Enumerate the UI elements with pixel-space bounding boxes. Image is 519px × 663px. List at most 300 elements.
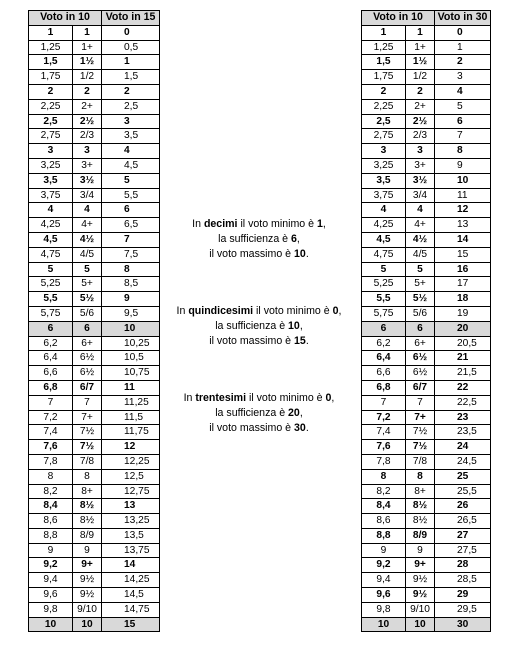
decimal-cell: 6 xyxy=(29,321,73,336)
decimal-cell: 3,25 xyxy=(362,158,406,173)
decimal-cell: 4 xyxy=(29,203,73,218)
table-row xyxy=(362,617,491,632)
converted-cell: 5 xyxy=(102,173,160,188)
table-row xyxy=(362,543,491,558)
traditional-cell: 4+ xyxy=(73,218,102,233)
converted-cell: 20 xyxy=(435,321,491,336)
converted-cell: 13 xyxy=(102,499,160,514)
traditional-cell: 4/5 xyxy=(406,247,435,262)
table-row xyxy=(362,410,491,425)
table-row xyxy=(362,395,491,410)
decimal-cell: 6,8 xyxy=(29,380,73,395)
decimal-cell: 6,2 xyxy=(29,336,73,351)
traditional-cell: 1 xyxy=(73,25,102,40)
converted-cell: 1,5 xyxy=(102,70,160,85)
table-row xyxy=(29,55,160,70)
decimal-cell: 4,25 xyxy=(29,218,73,233)
converted-cell: 0 xyxy=(102,25,160,40)
table-row xyxy=(29,410,160,425)
traditional-cell: 2/3 xyxy=(73,129,102,144)
converted-cell: 23 xyxy=(435,410,491,425)
traditional-cell: 8+ xyxy=(406,484,435,499)
decimal-cell: 6,6 xyxy=(29,366,73,381)
converted-cell: 12 xyxy=(435,203,491,218)
converted-cell: 0,5 xyxy=(102,40,160,55)
converted-cell: 25,5 xyxy=(435,484,491,499)
decimal-cell: 7,4 xyxy=(362,425,406,440)
converted-cell: 8,5 xyxy=(102,277,160,292)
converted-cell: 6 xyxy=(102,203,160,218)
converted-cell: 11,5 xyxy=(102,410,160,425)
traditional-cell: 6 xyxy=(406,321,435,336)
table-row xyxy=(362,528,491,543)
traditional-cell: 8½ xyxy=(73,514,102,529)
decimal-cell: 5,75 xyxy=(362,306,406,321)
decimal-cell: 10 xyxy=(362,617,406,632)
traditional-cell: 8+ xyxy=(73,484,102,499)
converted-cell: 26 xyxy=(435,499,491,514)
table-row xyxy=(29,232,160,247)
decimal-cell: 1 xyxy=(29,25,73,40)
table-row xyxy=(29,543,160,558)
traditional-cell: 3/4 xyxy=(73,188,102,203)
decimal-cell: 9,2 xyxy=(29,558,73,573)
traditional-cell: 6½ xyxy=(73,366,102,381)
converted-cell: 8 xyxy=(102,262,160,277)
traditional-cell: 8½ xyxy=(406,514,435,529)
traditional-cell: 1 xyxy=(406,25,435,40)
decimal-cell: 7,8 xyxy=(362,454,406,469)
converted-cell: 11,75 xyxy=(102,425,160,440)
traditional-cell: 5 xyxy=(406,262,435,277)
traditional-cell: 10 xyxy=(73,617,102,632)
table-row xyxy=(362,514,491,529)
converted-cell: 5 xyxy=(435,99,491,114)
table-row xyxy=(29,173,160,188)
traditional-cell: 2½ xyxy=(73,114,102,129)
converted-cell: 12,75 xyxy=(102,484,160,499)
converted-cell: 14,25 xyxy=(102,573,160,588)
header-voto-in-10: Voto in 10 xyxy=(362,11,435,26)
converted-cell: 6,5 xyxy=(102,218,160,233)
converted-cell: 3,5 xyxy=(102,129,160,144)
decimal-cell: 8 xyxy=(362,469,406,484)
table-row xyxy=(362,573,491,588)
table-row xyxy=(362,129,491,144)
traditional-cell: 9½ xyxy=(73,588,102,603)
table-row xyxy=(362,40,491,55)
converted-cell: 2 xyxy=(435,55,491,70)
decimal-cell: 8 xyxy=(29,469,73,484)
table-row xyxy=(29,114,160,129)
traditional-cell: 2/3 xyxy=(406,129,435,144)
converted-cell: 9 xyxy=(435,158,491,173)
traditional-cell: 7/8 xyxy=(73,454,102,469)
traditional-cell: 2+ xyxy=(73,99,102,114)
header-row xyxy=(29,11,160,26)
decimal-cell: 4,5 xyxy=(362,232,406,247)
traditional-cell: 2+ xyxy=(406,99,435,114)
decimal-cell: 2,5 xyxy=(29,114,73,129)
decimal-cell: 3,25 xyxy=(29,158,73,173)
table-row xyxy=(362,99,491,114)
converted-cell: 11 xyxy=(102,380,160,395)
decimal-cell: 8,6 xyxy=(29,514,73,529)
converted-cell: 7 xyxy=(435,129,491,144)
traditional-cell: 7+ xyxy=(73,410,102,425)
table-row xyxy=(29,336,160,351)
converted-cell: 14,75 xyxy=(102,602,160,617)
converted-cell: 4,5 xyxy=(102,158,160,173)
traditional-cell: 5/6 xyxy=(406,306,435,321)
converted-cell: 12,25 xyxy=(102,454,160,469)
decimal-cell: 8,6 xyxy=(362,514,406,529)
decimal-cell: 2,25 xyxy=(362,99,406,114)
header-voto-in-30: Voto in 30 xyxy=(435,11,491,26)
traditional-cell: 7½ xyxy=(406,425,435,440)
table-row xyxy=(362,602,491,617)
decimal-cell: 7 xyxy=(29,395,73,410)
decimal-cell: 8,4 xyxy=(29,499,73,514)
converted-cell: 15 xyxy=(435,247,491,262)
decimal-cell: 8,2 xyxy=(29,484,73,499)
table-row xyxy=(362,173,491,188)
table-row xyxy=(29,203,160,218)
traditional-cell: 3+ xyxy=(406,158,435,173)
converted-cell: 13,5 xyxy=(102,528,160,543)
decimal-cell: 8,8 xyxy=(362,528,406,543)
traditional-cell: 4½ xyxy=(73,232,102,247)
table-row xyxy=(362,306,491,321)
converted-cell: 2 xyxy=(102,84,160,99)
decimal-cell: 9 xyxy=(29,543,73,558)
traditional-cell: 1+ xyxy=(406,40,435,55)
decimal-cell: 3,75 xyxy=(29,188,73,203)
decimal-cell: 8,2 xyxy=(362,484,406,499)
traditional-cell: 8/9 xyxy=(406,528,435,543)
decimal-cell: 7 xyxy=(362,395,406,410)
table-row xyxy=(29,366,160,381)
converted-cell: 5,5 xyxy=(102,188,160,203)
converted-cell: 15 xyxy=(102,617,160,632)
converted-cell: 11 xyxy=(435,188,491,203)
table-row xyxy=(362,380,491,395)
converted-cell: 21,5 xyxy=(435,366,491,381)
converted-cell: 10,75 xyxy=(102,366,160,381)
table-row xyxy=(362,84,491,99)
traditional-cell: 8/9 xyxy=(73,528,102,543)
table-row xyxy=(362,188,491,203)
decimal-cell: 9,4 xyxy=(362,573,406,588)
converted-cell: 13,75 xyxy=(102,543,160,558)
converted-cell: 16 xyxy=(435,262,491,277)
traditional-cell: 3 xyxy=(406,144,435,159)
table-row xyxy=(29,617,160,632)
traditional-cell: 7½ xyxy=(406,440,435,455)
table-row xyxy=(362,203,491,218)
table-row xyxy=(29,573,160,588)
converted-cell: 0 xyxy=(435,25,491,40)
header-row xyxy=(362,11,491,26)
table-row xyxy=(29,129,160,144)
traditional-cell: 9½ xyxy=(406,573,435,588)
decimal-cell: 3,75 xyxy=(362,188,406,203)
traditional-cell: 8 xyxy=(73,469,102,484)
converted-cell: 12,5 xyxy=(102,469,160,484)
traditional-cell: 7½ xyxy=(73,440,102,455)
decimal-cell: 9,8 xyxy=(29,602,73,617)
decimal-cell: 9,2 xyxy=(362,558,406,573)
converted-cell: 9,5 xyxy=(102,306,160,321)
table-row xyxy=(362,262,491,277)
traditional-cell: 6½ xyxy=(73,351,102,366)
table-row xyxy=(29,454,160,469)
table-row xyxy=(362,351,491,366)
traditional-cell: 2 xyxy=(73,84,102,99)
converted-cell: 4 xyxy=(435,84,491,99)
converted-cell: 24,5 xyxy=(435,454,491,469)
converted-cell: 3 xyxy=(435,70,491,85)
converted-cell: 11,25 xyxy=(102,395,160,410)
table-row xyxy=(29,218,160,233)
traditional-cell: 6½ xyxy=(406,366,435,381)
decimal-cell: 1,75 xyxy=(362,70,406,85)
decimal-cell: 1,25 xyxy=(362,40,406,55)
decimal-cell: 8,4 xyxy=(362,499,406,514)
decimal-cell: 9,4 xyxy=(29,573,73,588)
traditional-cell: 8½ xyxy=(73,499,102,514)
table-row xyxy=(362,158,491,173)
table-row xyxy=(29,380,160,395)
table-row xyxy=(362,440,491,455)
converted-cell: 6 xyxy=(435,114,491,129)
note-decimi: In decimi il voto minimo è 1, la sufficienza è 6, il voto massimo è 10. xyxy=(192,218,326,260)
decimal-cell: 4,5 xyxy=(29,232,73,247)
decimal-cell: 5,25 xyxy=(362,277,406,292)
table-row xyxy=(362,469,491,484)
converted-cell: 21 xyxy=(435,351,491,366)
traditional-cell: 1½ xyxy=(406,55,435,70)
converted-cell: 28 xyxy=(435,558,491,573)
table-row xyxy=(29,469,160,484)
table-row xyxy=(362,321,491,336)
converted-cell: 13 xyxy=(435,218,491,233)
table-row xyxy=(362,499,491,514)
traditional-cell: 6+ xyxy=(73,336,102,351)
traditional-cell: 7 xyxy=(73,395,102,410)
decimal-cell: 9,8 xyxy=(362,602,406,617)
decimal-cell: 2,75 xyxy=(362,129,406,144)
table-row xyxy=(29,70,160,85)
table-row xyxy=(362,218,491,233)
decimal-cell: 2,25 xyxy=(29,99,73,114)
decimal-cell: 3 xyxy=(362,144,406,159)
traditional-cell: 4+ xyxy=(406,218,435,233)
converted-cell: 22,5 xyxy=(435,395,491,410)
table-row xyxy=(362,277,491,292)
traditional-cell: 5/6 xyxy=(73,306,102,321)
table-row xyxy=(29,514,160,529)
traditional-cell: 9+ xyxy=(73,558,102,573)
decimal-cell: 4,75 xyxy=(29,247,73,262)
table-row xyxy=(362,366,491,381)
table-row xyxy=(29,247,160,262)
converted-cell: 19 xyxy=(435,306,491,321)
traditional-cell: 10 xyxy=(406,617,435,632)
decimal-cell: 1 xyxy=(362,25,406,40)
table-body xyxy=(362,25,491,632)
converted-cell: 24 xyxy=(435,440,491,455)
traditional-cell: 3½ xyxy=(406,173,435,188)
decimal-cell: 4,75 xyxy=(362,247,406,262)
traditional-cell: 9 xyxy=(73,543,102,558)
decimal-cell: 5 xyxy=(29,262,73,277)
traditional-cell: 1/2 xyxy=(73,70,102,85)
traditional-cell: 5½ xyxy=(406,292,435,307)
decimal-cell: 1,5 xyxy=(362,55,406,70)
traditional-cell: 8 xyxy=(406,469,435,484)
converted-cell: 23,5 xyxy=(435,425,491,440)
decimal-cell: 7,2 xyxy=(29,410,73,425)
table-row xyxy=(362,454,491,469)
decimal-cell: 5 xyxy=(362,262,406,277)
decimal-cell: 6,6 xyxy=(362,366,406,381)
table-row xyxy=(362,232,491,247)
note-quindicesimi: In quindicesimi il voto minimo è 0, la sufficienza è 10, il voto massimo è 15. xyxy=(176,305,342,347)
traditional-cell: 6/7 xyxy=(73,380,102,395)
decimal-cell: 7,6 xyxy=(29,440,73,455)
converted-cell: 7 xyxy=(102,232,160,247)
traditional-cell: 9/10 xyxy=(406,602,435,617)
traditional-cell: 4 xyxy=(406,203,435,218)
traditional-cell: 1½ xyxy=(73,55,102,70)
header-voto-in-15: Voto in 15 xyxy=(102,11,160,26)
decimal-cell: 9,6 xyxy=(29,588,73,603)
converted-cell: 13,25 xyxy=(102,514,160,529)
converted-cell: 3 xyxy=(102,114,160,129)
decimal-cell: 1,5 xyxy=(29,55,73,70)
table-row xyxy=(29,588,160,603)
converted-cell: 4 xyxy=(102,144,160,159)
traditional-cell: 3/4 xyxy=(406,188,435,203)
table-row xyxy=(362,336,491,351)
table-row xyxy=(29,602,160,617)
table-body xyxy=(29,25,160,632)
traditional-cell: 3½ xyxy=(73,173,102,188)
decimal-cell: 2,75 xyxy=(29,129,73,144)
decimal-cell: 3,5 xyxy=(29,173,73,188)
converted-cell: 10,5 xyxy=(102,351,160,366)
traditional-cell: 6+ xyxy=(406,336,435,351)
decimal-cell: 1,75 xyxy=(29,70,73,85)
converted-cell: 9 xyxy=(102,292,160,307)
table-row xyxy=(29,25,160,40)
decimal-cell: 8,8 xyxy=(29,528,73,543)
traditional-cell: 5 xyxy=(73,262,102,277)
traditional-cell: 1/2 xyxy=(406,70,435,85)
converted-cell: 17 xyxy=(435,277,491,292)
converted-cell: 12 xyxy=(102,440,160,455)
converted-cell: 29 xyxy=(435,588,491,603)
table-row xyxy=(29,425,160,440)
traditional-cell: 9+ xyxy=(406,558,435,573)
traditional-cell: 6/7 xyxy=(406,380,435,395)
converted-cell: 18 xyxy=(435,292,491,307)
table-row xyxy=(362,144,491,159)
table-row xyxy=(29,440,160,455)
traditional-cell: 1+ xyxy=(73,40,102,55)
traditional-cell: 9½ xyxy=(406,588,435,603)
converted-cell: 27,5 xyxy=(435,543,491,558)
header-voto-in-10: Voto in 10 xyxy=(29,11,102,26)
table-row xyxy=(29,277,160,292)
converted-cell: 29,5 xyxy=(435,602,491,617)
decimal-cell: 5,5 xyxy=(29,292,73,307)
decimal-cell: 4,25 xyxy=(362,218,406,233)
decimal-cell: 7,6 xyxy=(362,440,406,455)
conversion-table-10-to-30 xyxy=(361,10,491,632)
decimal-cell: 2 xyxy=(29,84,73,99)
traditional-cell: 6 xyxy=(73,321,102,336)
traditional-cell: 2 xyxy=(406,84,435,99)
table-row xyxy=(29,484,160,499)
table-row xyxy=(29,395,160,410)
decimal-cell: 5,5 xyxy=(362,292,406,307)
converted-cell: 7,5 xyxy=(102,247,160,262)
converted-cell: 25 xyxy=(435,469,491,484)
converted-cell: 14,5 xyxy=(102,588,160,603)
table-row xyxy=(29,528,160,543)
table-row xyxy=(362,114,491,129)
table-row xyxy=(362,55,491,70)
table-row xyxy=(29,262,160,277)
table-row xyxy=(362,70,491,85)
decimal-cell: 5,25 xyxy=(29,277,73,292)
table-row xyxy=(29,306,160,321)
decimal-cell: 7,2 xyxy=(362,410,406,425)
table-row xyxy=(29,292,160,307)
converted-cell: 2,5 xyxy=(102,99,160,114)
traditional-cell: 7½ xyxy=(73,425,102,440)
decimal-cell: 6 xyxy=(362,321,406,336)
table-row xyxy=(29,158,160,173)
traditional-cell: 9/10 xyxy=(73,602,102,617)
converted-cell: 28,5 xyxy=(435,573,491,588)
traditional-cell: 5+ xyxy=(73,277,102,292)
traditional-cell: 7/8 xyxy=(406,454,435,469)
converted-cell: 10 xyxy=(435,173,491,188)
decimal-cell: 1,25 xyxy=(29,40,73,55)
decimal-cell: 9 xyxy=(362,543,406,558)
traditional-cell: 9½ xyxy=(73,573,102,588)
table-row xyxy=(362,558,491,573)
decimal-cell: 6,2 xyxy=(362,336,406,351)
table-row xyxy=(29,321,160,336)
traditional-cell: 4½ xyxy=(406,232,435,247)
table-row xyxy=(362,588,491,603)
converted-cell: 20,5 xyxy=(435,336,491,351)
converted-cell: 14 xyxy=(435,232,491,247)
converted-cell: 14 xyxy=(102,558,160,573)
table-row xyxy=(362,425,491,440)
table-row xyxy=(29,144,160,159)
table-row xyxy=(362,484,491,499)
traditional-cell: 3 xyxy=(73,144,102,159)
decimal-cell: 6,4 xyxy=(29,351,73,366)
traditional-cell: 5+ xyxy=(406,277,435,292)
table-row xyxy=(29,84,160,99)
traditional-cell: 4/5 xyxy=(73,247,102,262)
